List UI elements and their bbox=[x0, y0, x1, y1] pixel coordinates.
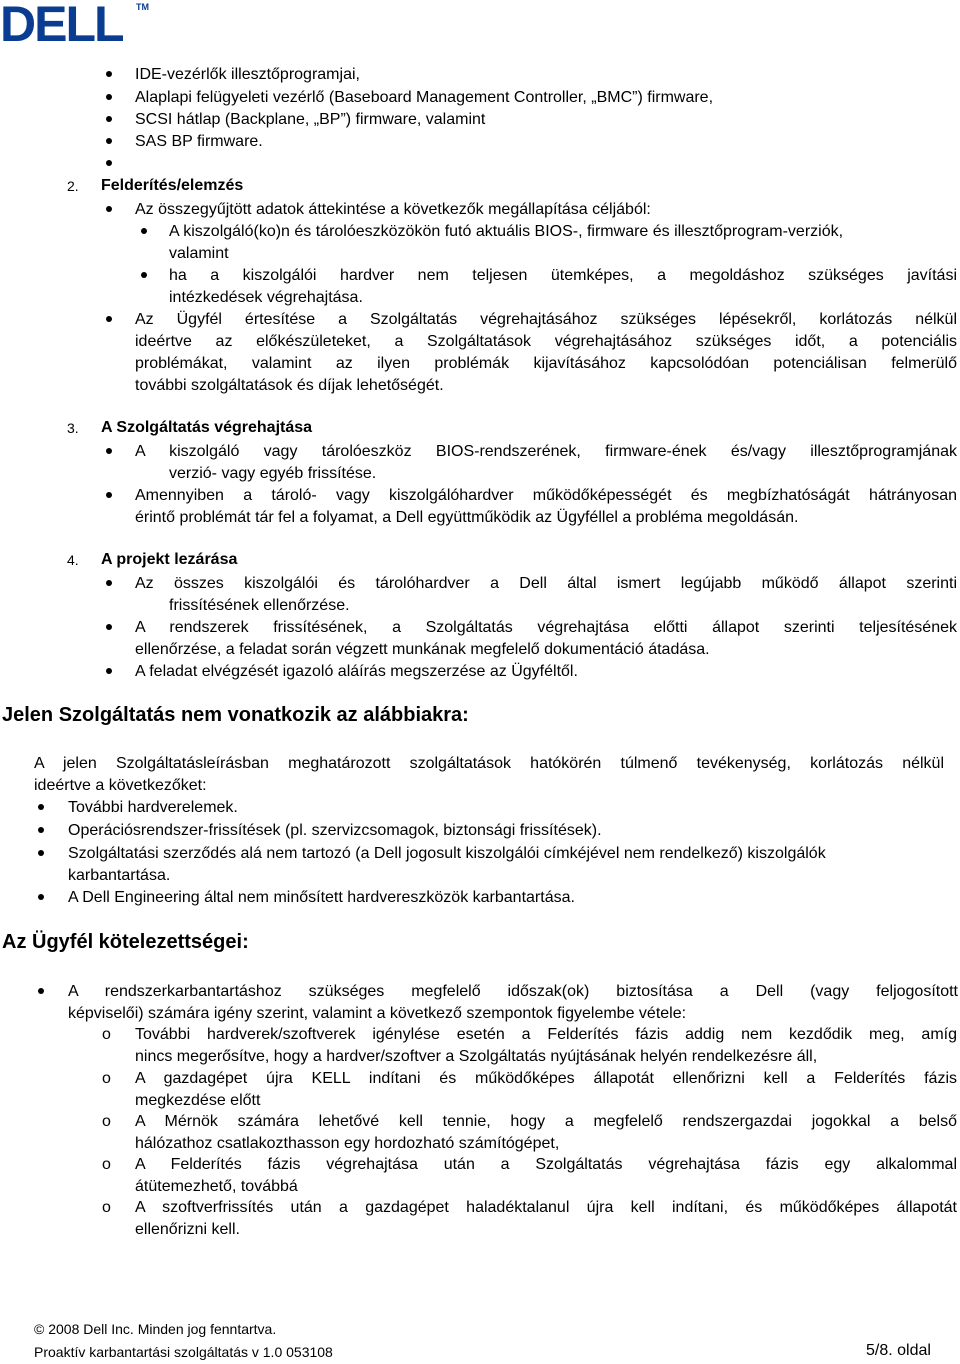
bullet bbox=[106, 580, 112, 586]
section-title: Felderítés/elemzés bbox=[101, 177, 244, 194]
heading-obligations: Az Ügyfél kötelezettségei: bbox=[2, 931, 249, 953]
footer-page-number: 5/8. oldal bbox=[866, 1342, 931, 1359]
bullet bbox=[106, 492, 112, 498]
bullet bbox=[141, 272, 147, 278]
paragraph: ellenőrzése, a feladat során végzett munkának megfelelő dokumentáció átadása. bbox=[135, 641, 710, 658]
list-item: SCSI hátlap (Backplane, „BP”) firmware, valamint bbox=[135, 111, 486, 128]
paragraph: érintő problémát tár fel a folyamat, a Dell együttműködik az Ügyféllel a probléma megoldásán. bbox=[135, 509, 799, 526]
paragraph: megkezdése előtt bbox=[135, 1092, 261, 1109]
paragraph: hálózathoz csatlakozthasson egy hordozható számítógépet, bbox=[135, 1135, 560, 1152]
paragraph: A kiszolgáló vagy tárolóeszköz BIOS-rendszerének, firmware-ének és/vagy illesztőprogramjának bbox=[135, 443, 957, 460]
list-item: IDE-vezérlők illesztőprogramjai, bbox=[135, 66, 360, 83]
sub-bullet-o: o bbox=[102, 1199, 111, 1216]
list-item: Alaplapi felügyeleti vezérlő (Baseboard Management Controller, „BMC”) firmware, bbox=[135, 89, 714, 106]
list-item: Operációsrendszer-frissítések (pl. szervizcsomagok, biztonsági frissítések). bbox=[68, 822, 602, 839]
logo-text: DELL bbox=[0, 0, 123, 46]
list-item: karbantartása. bbox=[68, 867, 171, 884]
paragraph: ideértve a következőket: bbox=[34, 777, 207, 794]
sub-bullet-o: o bbox=[102, 1070, 111, 1087]
paragraph: További hardverek/szoftverek igénylése esetén a Felderítés fázis addig nem kezdődik meg, amíg bbox=[135, 1026, 957, 1043]
paragraph: Az összegyűjtött adatok áttekintése a következők megállapítása céljából: bbox=[135, 201, 651, 218]
paragraph: Amennyiben a tároló- vagy kiszolgálóhardver működőképességét és megbízhatóságát hátrányosan bbox=[135, 487, 957, 504]
section-number: 2. bbox=[67, 178, 79, 194]
heading-exclusions: Jelen Szolgáltatás nem vonatkozik az alábbiakra: bbox=[2, 704, 469, 726]
paragraph: ellenőrizni kell. bbox=[135, 1221, 240, 1238]
bullet bbox=[106, 71, 112, 77]
paragraph: további szolgáltatások és díjak lehetőségét. bbox=[135, 377, 444, 394]
bullet bbox=[38, 988, 44, 994]
paragraph: Az Ügyfél értesítése a Szolgáltatás végrehajtásához szükséges lépésekről, korlátozás nélkül bbox=[135, 311, 957, 328]
list-item: A Dell Engineering által nem minősített hardvereszközök karbantartása. bbox=[68, 889, 575, 906]
sub-bullet-o: o bbox=[102, 1156, 111, 1173]
footer-document: Proaktív karbantartási szolgáltatás v 1.0 053108 bbox=[34, 1344, 333, 1360]
paragraph: ha a kiszolgálói hardver nem teljesen ütemképes, a megoldáshoz szükséges javítási bbox=[169, 267, 957, 284]
bullet bbox=[106, 138, 112, 144]
paragraph: A gazdagépet újra KELL indítani és működőképes állapotát ellenőrizni kell a Felderítés fázis bbox=[135, 1070, 957, 1087]
bullet bbox=[38, 850, 44, 856]
paragraph: képviselői) számára igény szerint, valamint a következő szempontok figyelembe vétele: bbox=[68, 1005, 687, 1022]
paragraph: A rendszerkarbantartáshoz szükséges megfelelő időszak(ok) biztosítása a Dell (vagy feljogosított bbox=[68, 983, 958, 1000]
bullet bbox=[106, 116, 112, 122]
paragraph: problémákat, valamint az ilyen problémák kijavításához kapcsolódóan potenciálisan felmerülő bbox=[135, 355, 957, 372]
paragraph: A Felderítés fázis végrehajtása után a Szolgáltatás végrehajtása fázis egy alkalommal bbox=[135, 1156, 957, 1173]
bullet bbox=[106, 94, 112, 100]
bullet bbox=[106, 206, 112, 212]
paragraph: A jelen Szolgáltatásleírásban meghatározott szolgáltatások hatókörén túlmenő tevékenység, korlátozás nélkül bbox=[34, 755, 944, 772]
paragraph: ideértve az előkészületeket, a Szolgáltatások végrehajtásához szükséges időt, a potenciális bbox=[135, 333, 957, 350]
list-item: További hardverelemek. bbox=[68, 799, 238, 816]
logo-tm: TM bbox=[136, 2, 149, 12]
paragraph: átütemezhető, továbbá bbox=[135, 1178, 298, 1195]
section-title: A Szolgáltatás végrehajtása bbox=[101, 419, 313, 436]
bullet bbox=[38, 894, 44, 900]
paragraph: valamint bbox=[169, 245, 229, 262]
paragraph: A Mérnök számára lehetővé kell tennie, hogy a megfelelő rendszergazdai jogokkal a belső bbox=[135, 1113, 957, 1130]
bullet bbox=[38, 827, 44, 833]
paragraph: A szoftverfrissítés után a gazdagépet haladéktalanul újra kell indítani, és működőképes állapotát bbox=[135, 1199, 957, 1216]
bullet bbox=[38, 804, 44, 810]
paragraph: verzió- vagy egyéb frissítése. bbox=[169, 465, 377, 482]
paragraph: Az összes kiszolgálói és tárolóhardver a Dell által ismert legújabb működő állapot szerinti bbox=[135, 575, 957, 592]
sub-bullet-o: o bbox=[102, 1113, 111, 1130]
paragraph: intézkedések végrehajtása. bbox=[169, 289, 363, 306]
footer-copyright: © 2008 Dell Inc. Minden jog fenntartva. bbox=[34, 1321, 277, 1337]
bullet bbox=[106, 316, 112, 322]
dell-logo bbox=[0, 0, 160, 46]
bullet bbox=[106, 668, 112, 674]
list-item: Szolgáltatási szerződés alá nem tartozó (a Dell jogosult kiszolgálói címkéjével nem rendelkező) kiszolgálók bbox=[68, 845, 826, 862]
section-number: 3. bbox=[67, 420, 79, 436]
section-title: A projekt lezárása bbox=[101, 551, 238, 568]
paragraph: A rendszerek frissítésének, a Szolgáltatás végrehajtása előtti állapot szerinti teljesítésének bbox=[135, 619, 957, 636]
paragraph: nincs megerősítve, hogy a hardver/szoftver a Szolgáltatás nyújtásának helyén rendelkezésre áll, bbox=[135, 1048, 818, 1065]
paragraph: frissítésének ellenőrzése. bbox=[169, 597, 350, 614]
bullet bbox=[106, 448, 112, 454]
section-number: 4. bbox=[67, 552, 79, 568]
bullet bbox=[141, 228, 147, 234]
paragraph: A feladat elvégzését igazoló aláírás megszerzése az Ügyféltől. bbox=[135, 663, 578, 680]
sub-bullet-o: o bbox=[102, 1026, 111, 1043]
bullet-empty bbox=[106, 160, 112, 166]
list-item: SAS BP firmware. bbox=[135, 133, 263, 150]
paragraph: A kiszolgáló(ko)n és tárolóeszközökön futó aktuális BIOS-, firmware és illesztőprogram-verziók, bbox=[169, 223, 844, 240]
bullet bbox=[106, 624, 112, 630]
